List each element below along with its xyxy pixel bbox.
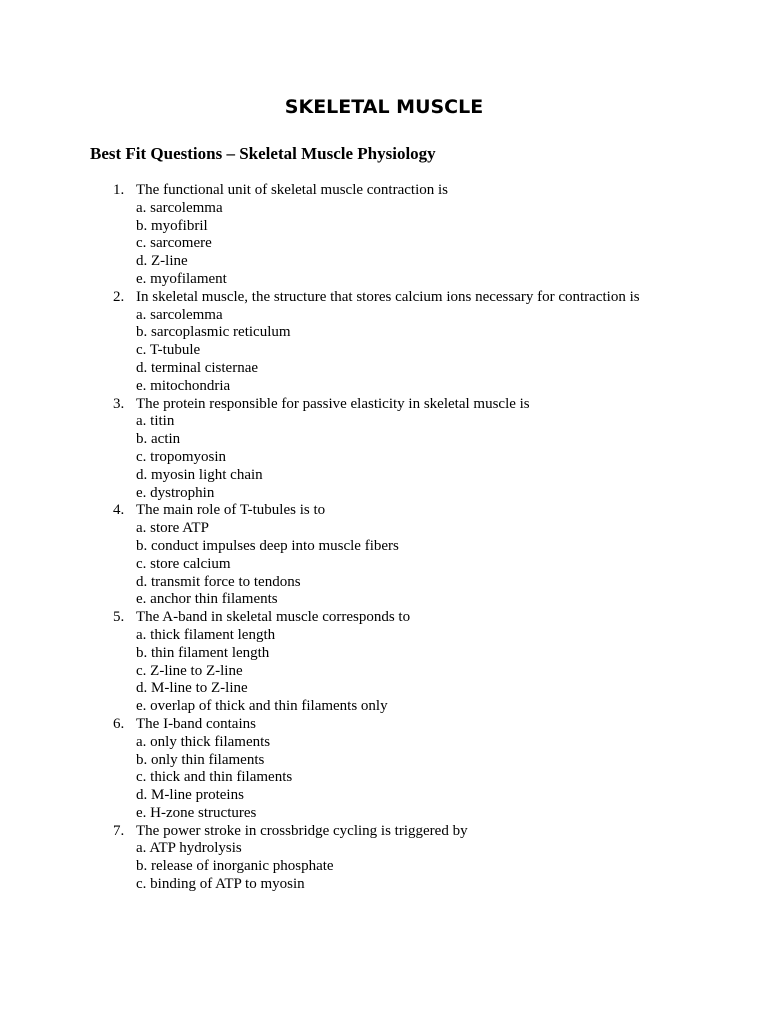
question-item — [0, 716, 640, 823]
answer-option: e. mitochondria — [136, 377, 231, 394]
question-text: In skeletal muscle, the structure that stores calcium ions necessary for contraction is — [136, 288, 640, 305]
question-item — [0, 609, 640, 716]
answer-option: e. myofilament — [136, 270, 227, 287]
question-list — [0, 182, 640, 894]
question-number: 4. — [113, 502, 125, 519]
answer-option: c. thick and thin filaments — [136, 769, 293, 786]
question-number: 3. — [113, 395, 125, 412]
answer-option: c. store calcium — [136, 555, 231, 572]
answer-option: c. T-tubule — [136, 342, 201, 359]
answer-options — [0, 734, 640, 823]
answer-options — [0, 627, 640, 716]
question-text: The main role of T-tubules is to — [136, 502, 326, 519]
answer-options — [0, 200, 640, 289]
answer-options — [0, 520, 640, 609]
question-item — [0, 182, 640, 289]
answer-option: d. Z-line — [136, 253, 188, 270]
question-text: The protein responsible for passive elasticity in skeletal muscle is — [136, 395, 530, 412]
answer-option: b. conduct impulses deep into muscle fibers — [136, 537, 399, 554]
answer-options — [0, 840, 640, 893]
answer-option: c. tropomyosin — [136, 448, 226, 465]
answer-option: b. thin filament length — [136, 644, 270, 661]
answer-option: e. dystrophin — [136, 484, 215, 501]
answer-options — [0, 307, 640, 396]
answer-option: a. sarcolemma — [136, 306, 223, 323]
answer-option: a. thick filament length — [136, 626, 276, 643]
question-number: 5. — [113, 609, 125, 626]
question-item — [0, 823, 640, 894]
answer-option: b. release of inorganic phosphate — [136, 858, 334, 875]
answer-option: a. only thick filaments — [136, 733, 271, 750]
answer-option: c. Z-line to Z-line — [136, 662, 243, 679]
question-number: 6. — [113, 715, 125, 732]
question-item — [0, 396, 640, 503]
question-text: The functional unit of skeletal muscle contraction is — [136, 182, 448, 198]
question-text: The I-band contains — [136, 715, 256, 732]
answer-option: a. titin — [136, 413, 175, 430]
answer-option: e. H-zone structures — [136, 804, 257, 821]
answer-option: e. overlap of thick and thin filaments only — [136, 698, 388, 715]
answer-option: a. store ATP — [136, 520, 209, 537]
question-text: The power stroke in crossbridge cycling is triggered by — [136, 822, 468, 839]
answer-option: c. sarcomere — [136, 235, 212, 252]
answer-option: b. only thin filaments — [136, 751, 265, 768]
answer-option: a. sarcolemma — [136, 199, 223, 216]
answer-option: d. transmit force to tendons — [136, 573, 301, 590]
answer-option: e. anchor thin filaments — [136, 591, 278, 608]
answer-option: d. myosin light chain — [136, 466, 263, 483]
answer-option: d. M-line to Z-line — [136, 680, 248, 697]
answer-option: c. binding of ATP to myosin — [136, 876, 305, 893]
answer-option: d. M-line proteins — [136, 787, 244, 804]
answer-option: a. ATP hydrolysis — [136, 840, 242, 857]
question-text: The A-band in skeletal muscle corresponds to — [136, 609, 411, 626]
section-heading: Best Fit Questions – Skeletal Muscle Physiology — [90, 144, 436, 163]
question-number: 7. — [113, 822, 125, 839]
question-number: 1. — [113, 182, 125, 198]
answer-option: b. actin — [136, 431, 181, 448]
answer-option: d. terminal cisternae — [136, 359, 259, 376]
question-item — [0, 289, 640, 396]
answer-option: b. myofibril — [136, 217, 208, 234]
question-number: 2. — [113, 288, 125, 305]
answer-option: b. sarcoplasmic reticulum — [136, 324, 291, 341]
page-title: SKELETAL MUSCLE — [284, 96, 484, 118]
answer-options — [0, 413, 640, 502]
question-item — [0, 502, 640, 609]
